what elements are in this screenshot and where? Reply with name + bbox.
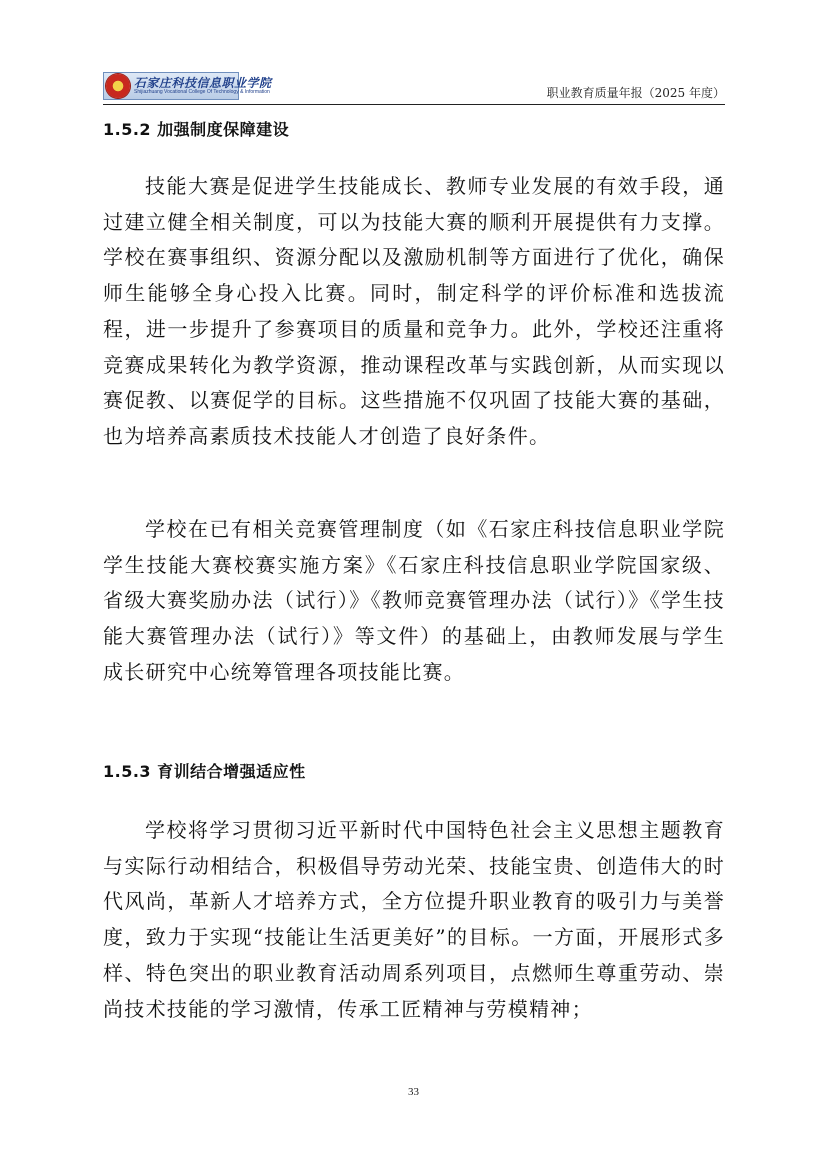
page-number: 33 xyxy=(408,1086,419,1098)
paragraph: 学校在已有相关竞赛管理制度（如《石家庄科技信息职业学院学生技能大赛校赛实施方案》《石家庄科技信息职业学院国家级、省级大赛奖励办法（试行）》《教师竞赛管理办法（试行）》《学生技能大赛管理办法（试行）》等文件）的基础上，由教师发展与学生成长研究中心统筹管理各项技能比赛。 xyxy=(103,517,725,684)
paragraph: 技能大赛是促进学生技能成长、教师专业发展的有效手段，通过建立健全相关制度，可以为技能大赛的顺利开展提供有力支撑。学校在赛事组织、资源分配以及激励机制等方面进行了优化，确保师生能够全身心投入比赛。同时，制定科学的评价标准和选拔流程，进一步提升了参赛项目的质量和竞争力。此外，学校还注重将竞赛成果转化为教学资源，推动课程改革与实践创新，从而实现以赛促教、以赛促学的目标。这些措施不仅巩固了技能大赛的基础，也为培养高素质技术技能人才创造了良好条件。 xyxy=(103,174,725,448)
college-logo xyxy=(103,72,272,100)
page-header xyxy=(103,70,725,105)
logo-subtext: Shijiazhuang Vocational College Of Technology & Information xyxy=(134,89,270,95)
section-heading-1-5-3: 1.5.3 育训结合增强适应性 xyxy=(103,762,306,781)
section-heading-1-5-2: 1.5.2 加强制度保障建设 xyxy=(103,120,290,139)
report-title: 职业教育质量年报（2025 年度） xyxy=(546,86,725,100)
paragraph: 学校将学习贯彻习近平新时代中国特色社会主义思想主题教育与实际行动相结合，积极倡导劳动光荣、技能宝贵、创造伟大的时代风尚，革新人才培养方式，全方位提升职业教育的吸引力与美誉度，致力于实现“技能让生活更美好”的目标。一方面，开展形式多样、特色突出的职业教育活动周系列项目，点燃师生尊重劳动、崇尚技术技能的学习激情，传承工匠精神与劳模精神； xyxy=(103,818,725,1021)
college-emblem-icon xyxy=(106,74,130,98)
logo-text: 石家庄科技信息职业学院 xyxy=(134,76,272,90)
